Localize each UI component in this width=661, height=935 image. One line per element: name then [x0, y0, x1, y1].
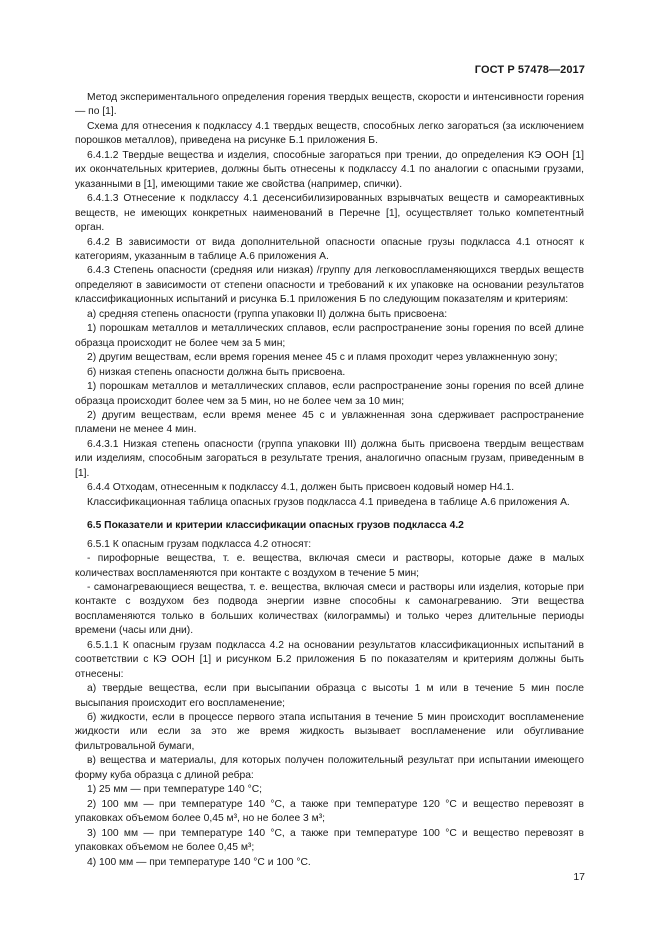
paragraph: Классификационная таблица опасных грузов подкласса 4.1 приведена в таблице А.6 приложения А.	[87, 496, 570, 508]
list-item: б) низкая степень опасности должна быть присвоена.	[87, 366, 346, 378]
list-item: 3) 100 мм — при температуре 140 °С, а также при температуре 100 °С и вещество перевозят в упаковках объемом не более 0,45 м³;	[75, 827, 584, 854]
paragraph: 6.4.1.2 Твердые вещества и изделия, способные загораться при трении, до определения КЭ ООН [1] их окончательных критериев, должны быть отнесены к подклассу 4.1 по аналогии с опасными грузами, указанными в [1], имеющими такие же свойства (например, спички).	[75, 149, 584, 190]
paragraph: Метод экспериментального определения горения твердых веществ, скорости и интенсивности горения — по [1].	[75, 92, 584, 118]
section-heading: 6.5 Показатели и критерии классификации опасных грузов подкласса 4.2	[87, 520, 464, 532]
list-item: - самонагревающиеся вещества, т. е. вещества, включая смеси и растворы или изделия, которые при контакте с воздухом без подвода энергии извне способны к самонагреванию. Эти вещества воспламеняются только в больших количествах (килограммы) и только через длительные периоды времени (часы или дни).	[75, 581, 584, 637]
paragraph: 6.5.1.1 К опасным грузам подкласса 4.2 на основании результатов классификационных испытаний в соответствии с КЭ ООН [1] и рисунком Б.2 приложения Б по показателям и критериям должны быть отнесены:	[75, 639, 584, 680]
document-body	[75, 91, 584, 870]
list-item: 2) другим веществам, если время горения менее 45 с и пламя проходит через увлажненную зону;	[87, 352, 558, 364]
paragraph: 6.4.2 В зависимости от вида дополнительной опасности опасные грузы подкласса 4.1 относят к категориям, указанным в таблице А.6 приложения А.	[75, 236, 584, 262]
list-item: 1) порошкам металлов и металлических сплавов, если распространение зоны горения по всей длине образца происходит не более чем за 5 мин;	[75, 323, 584, 349]
document-id: ГОСТ Р 57478—2017	[474, 64, 585, 76]
paragraph: 6.4.1.3 Отнесение к подклассу 4.1 десенсибилизированных взрывчатых веществ и самореактивных веществ, не имеющих конкретных наименований в Перечне [1], осуществляет только компетентный орган.	[75, 193, 584, 234]
list-item: 4) 100 мм — при температуре 140 °С и 100 °С.	[87, 856, 311, 868]
paragraph: 6.4.3 Степень опасности (средняя или низкая) /группу для легковоспламеняющихся твердых веществ определяют в зависимости от степени опасности и требований к их упаковке на основании результатов классификационных испытаний и рисунка Б.1 приложения Б по следующим показателям и критериям:	[75, 265, 584, 306]
paragraph: Схема для отнесения к подклассу 4.1 твердых веществ, способных легко загораться (за исключением порошков металлов), приведена на рисунке Б.1 приложения Б.	[75, 120, 584, 147]
list-item: 2) другим веществам, если время менее 45 с и увлажненная зона сдерживает распространение пламени не менее 4 мин.	[75, 409, 584, 436]
paragraph: 6.5.1 К опасным грузам подкласса 4.2 относят:	[87, 538, 312, 550]
paragraph: 6.4.3.1 Низкая степень опасности (группа упаковки III) должна быть присвоена твердым веществам или изделиям, способным загораться в результате трения, аналогично опасным грузам, приведенным в [1].	[75, 438, 584, 479]
list-item: в) вещества и материалы, для которых получен положительный результат при испытании имеющего форму куба образца с длиной ребра:	[75, 755, 584, 781]
list-item: - пирофорные вещества, т. е. вещества, включая смеси и растворы, которые даже в малых количествах воспламеняются при контакте с воздухом в течение 5 мин;	[75, 553, 584, 579]
list-item: б) жидкости, если в процессе первого этапа испытания в течение 5 мин происходит воспламенение жидкости или если за это же время жидкость вызывает воспламенение или обугливание фильтровальной бумаги,	[75, 712, 584, 752]
paragraph: 6.4.4 Отходам, отнесенным к подклассу 4.1, должен быть присвоен кодовый номер Н4.1.	[87, 482, 515, 494]
list-item: 2) 100 мм — при температуре 140 °С, а также при температуре 120 °С и вещество перевозят в упаковках объемом более 0,45 м³, но не более 3 м³;	[75, 798, 584, 825]
list-item: а) средняя степень опасности (группа упаковки II) должна быть присвоена:	[87, 308, 448, 320]
list-item: а) твердые вещества, если при высыпании образца с высоты 1 м или в течение 5 мин после высыпания происходит его воспламенение;	[75, 683, 584, 709]
page-number: 17	[573, 871, 585, 883]
list-item: 1) порошкам металлов и металлических сплавов, если распространение зоны горения по всей длине образца происходит более чем за 5 мин, но не более чем за 10 мин;	[75, 381, 584, 407]
list-item: 1) 25 мм — при температуре 140 °С;	[87, 784, 262, 796]
